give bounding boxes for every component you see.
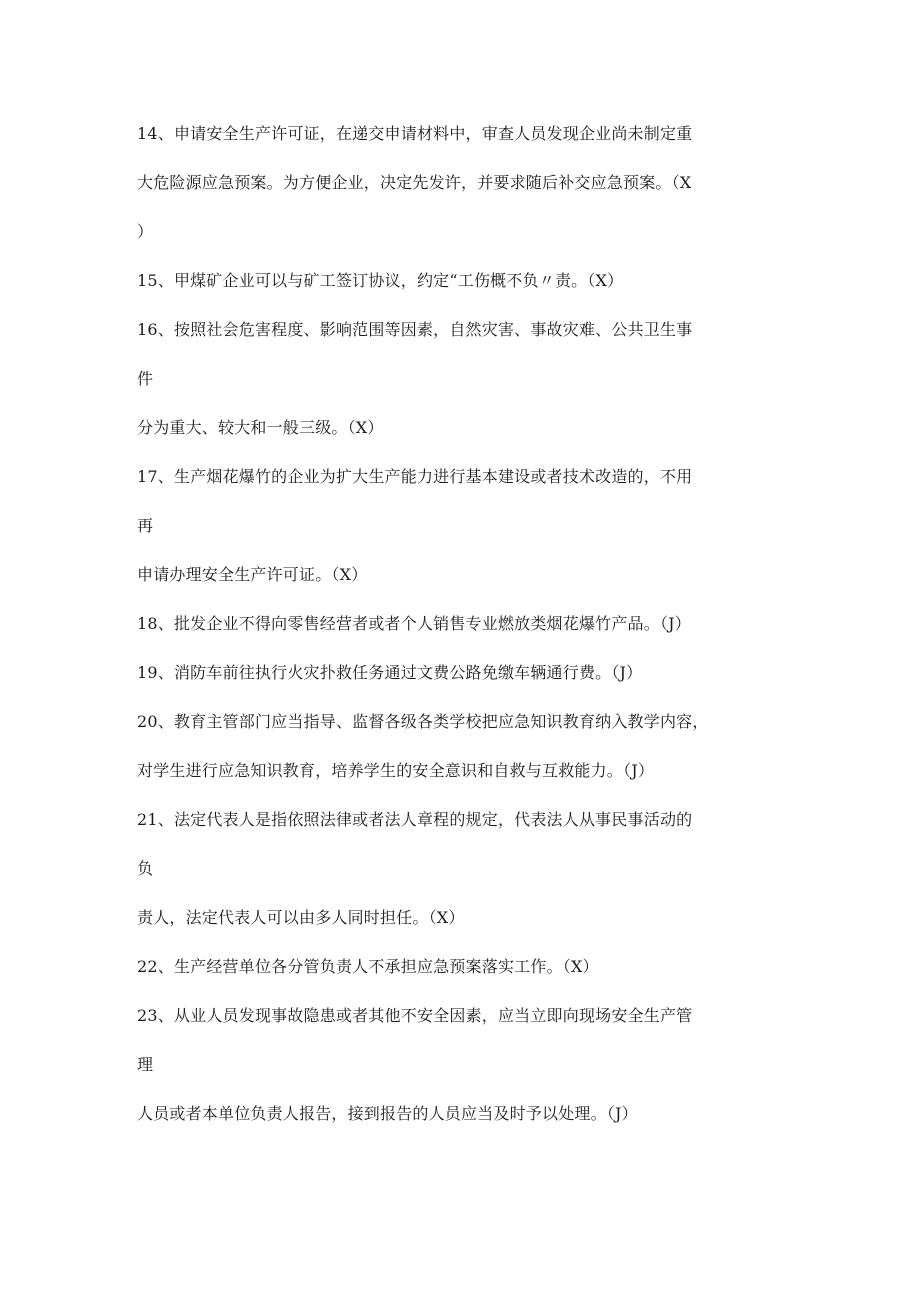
text-line-q16-part3: 分为重大、较大和一般三级。（X） — [137, 418, 384, 437]
text-line-q14-part2: 大危险源应急预案。为方便企业，决定先发许，并要求随后补交应急预案。（X — [137, 173, 692, 192]
text-line-q23-part1: 23、从业人员发现事故隐患或者其他不安全因素，应当立即向现场安全生产管 — [137, 1006, 693, 1025]
text-line-q22: 22、生产经营单位各分管负责人不承担应急预案落实工作。（X） — [137, 957, 599, 976]
text-line-q20-part1: 20、教育主管部门应当指导、监督各级各类学校把应急知识教育纳入教学内容， — [137, 712, 709, 731]
text-line-q18: 18、批发企业不得向零售经营者或者个人销售专业燃放类烟花爆竹产品。（J） — [137, 614, 691, 633]
text-line-q14-part3: ） — [137, 222, 154, 241]
text-line-q16-part2: 件 — [137, 369, 154, 388]
text-line-q21-part3: 责人，法定代表人可以由多人同时担任。（X） — [137, 908, 465, 927]
text-line-q15: 15、甲煤矿企业可以与矿工签订协议，约定“工伤概不负〃责。（X） — [137, 271, 624, 290]
text-line-q23-part3: 人员或者本单位负责人报告，接到报告的人员应当及时予以处理。（J） — [137, 1104, 638, 1123]
text-line-q17-part3: 申请办理安全生产许可证。（X） — [137, 565, 368, 584]
text-line-q19: 19、消防车前往执行火灾扑救任务通过文费公路免缴车辆通行费。（J） — [137, 663, 643, 682]
text-line-q17-part1: 17、生产烟花爆竹的企业为扩大生产能力进行基本建设或者技术改造的，不用 — [137, 467, 693, 486]
text-line-q23-part2: 理 — [137, 1055, 154, 1074]
text-line-q21-part1: 21、法定代表人是指依照法律或者法人章程的规定，代表法人从事民事活动的 — [137, 810, 693, 829]
text-line-q20-part2: 对学生进行应急知识教育，培养学生的安全意识和自救与互救能力。（J） — [137, 761, 655, 780]
text-line-q14-part1: 14、申请安全生产许可证，在递交申请材料中，审查人员发现企业尚未制定重 — [137, 124, 693, 143]
text-line-q17-part2: 再 — [137, 516, 154, 535]
text-line-q16-part1: 16、按照社会危害程度、影响范围等因素，自然灾害、事故灾难、公共卫生事 — [137, 320, 693, 339]
text-line-q21-part2: 负 — [137, 859, 154, 878]
